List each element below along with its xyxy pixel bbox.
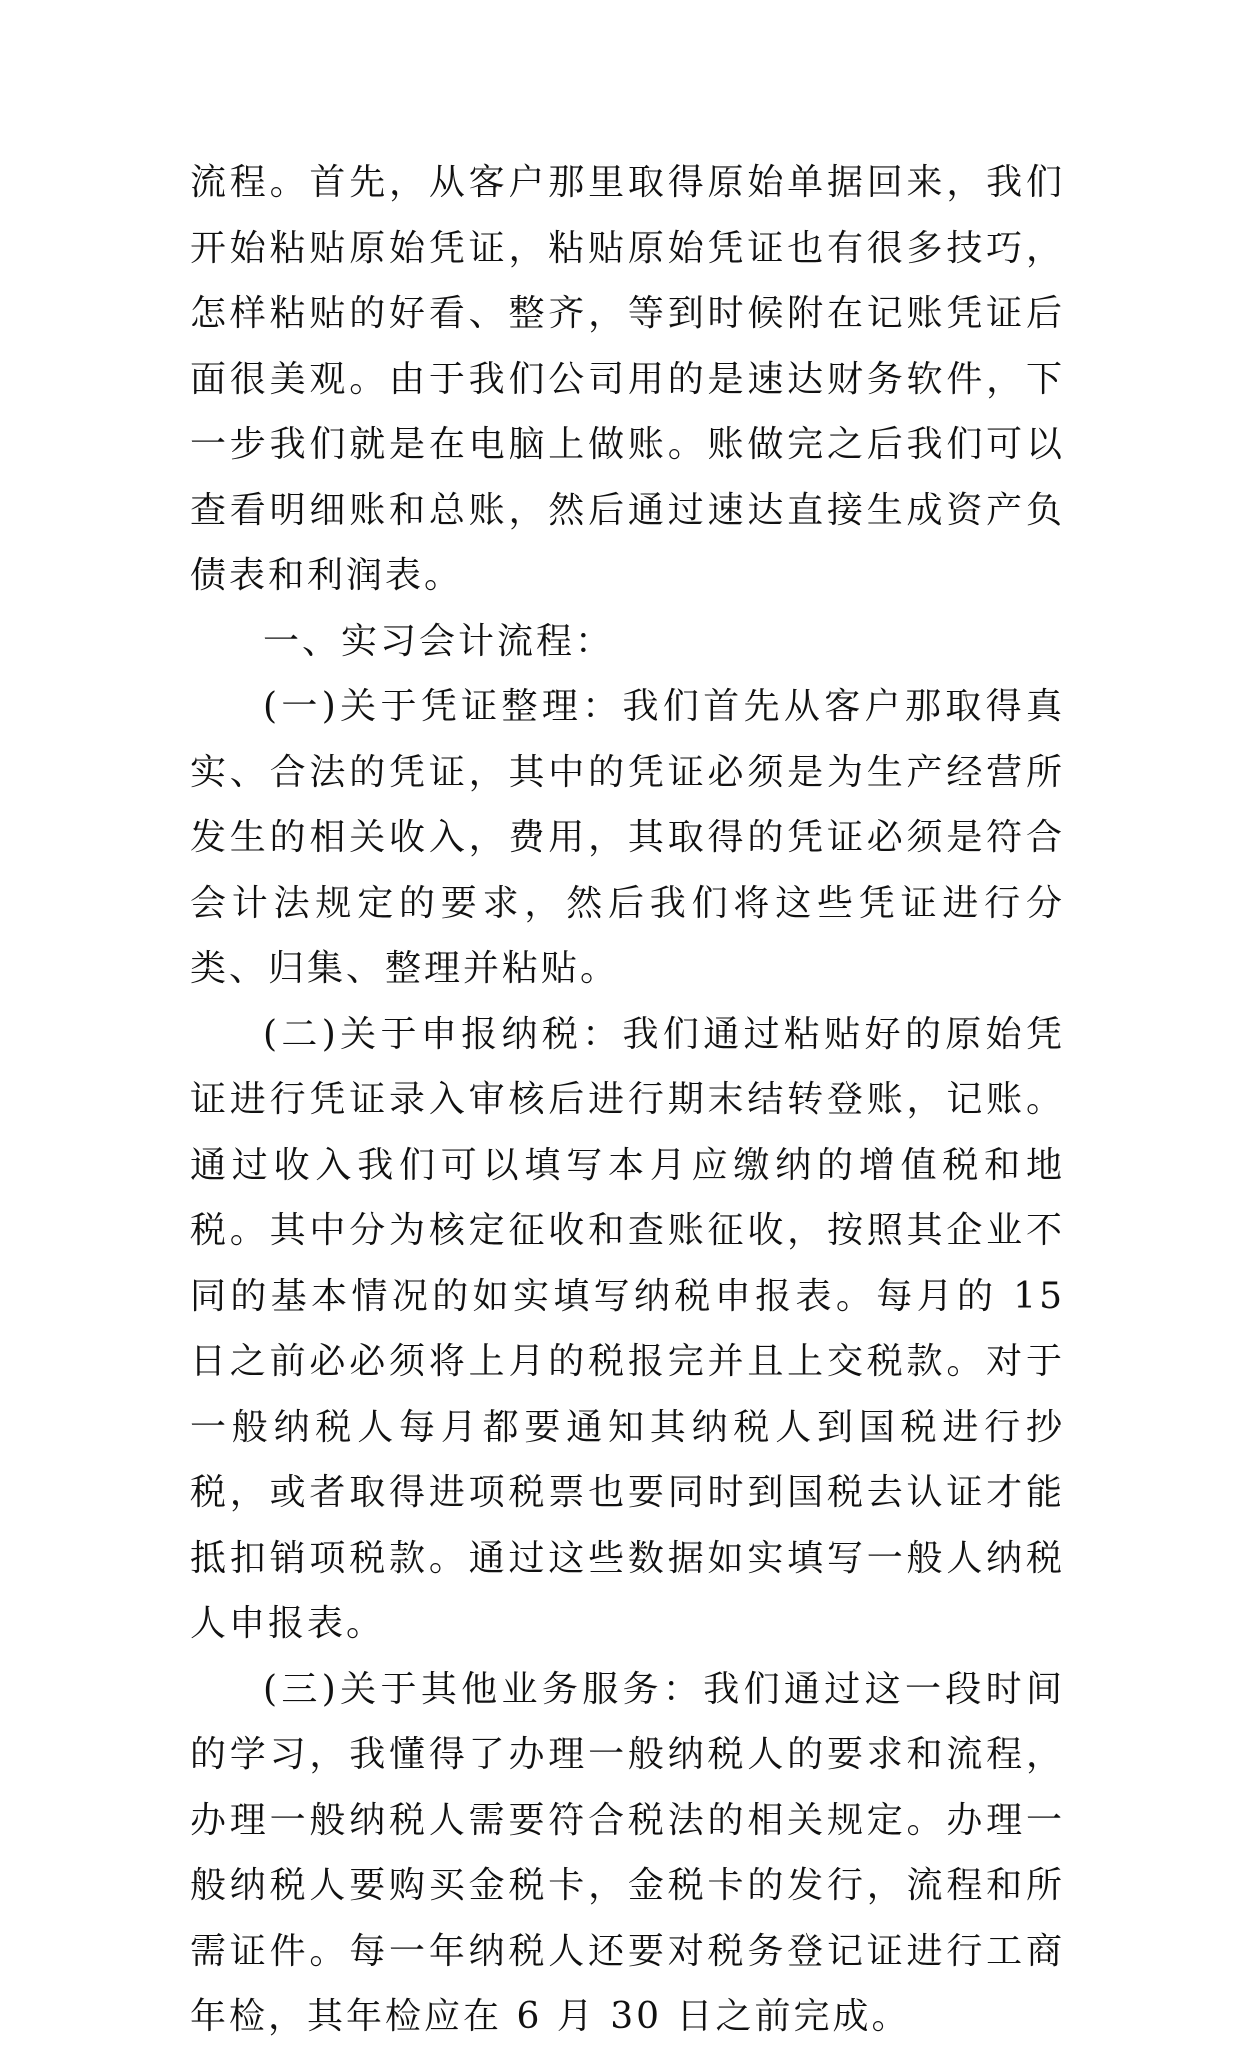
paragraph-intro: 流程。首先，从客户那里取得原始单据回来，我们开始粘贴原始凭证，粘贴原始凭证也有很多技巧，怎样粘贴的好看、整齐，等到时候附在记账凭证后面很美观。由于我们公司用的是速达财务软件，下一步我们就是在电脑上做账。账做完之后我们可以查看明细账和总账，然后通过速达直接生成资产负债表和利润表。 (190, 162, 1065, 596)
paragraph-other-services: (三)关于其他业务服务：我们通过这一段时间的学习，我懂得了办理一般纳税人的要求和流程，办理一般纳税人需要符合税法的相关规定。办理一般纳税人要购买金税卡，金税卡的发行，流程和所需证件。每一年纳税人还要对税务登记证进行工商年检，其年检应在 6 月 30 日之前完成。 (190, 1668, 1065, 2037)
document-body (190, 150, 1065, 2050)
paragraph-voucher-organizing: (一)关于凭证整理：我们首先从客户那取得真实、合法的凭证，其中的凭证必须是为生产经营所发生的相关收入，费用，其取得的凭证必须是符合会计法规定的要求，然后我们将这些凭证进行分类、归集、整理并粘贴。 (190, 686, 1065, 989)
paragraph-tax-declaration: (二)关于申报纳税：我们通过粘贴好的原始凭证进行凭证录入审核后进行期末结转登账，记账。通过收入我们可以填写本月应缴纳的增值税和地税。其中分为核定征收和查账征收，按照其企业不同的基本情况的如实填写纳税申报表。每月的 15 日之前必必须将上月的税报完并且上交税款。对于一般纳税人每月都要通知其纳税人到国税进行抄税，或者取得进项税票也要同时到国税去认证才能抵扣销项税款。通过这些数据如实填写一般人纳税人申报表。 (190, 1013, 1065, 1644)
section-heading: 一、实习会计流程： (263, 620, 615, 662)
